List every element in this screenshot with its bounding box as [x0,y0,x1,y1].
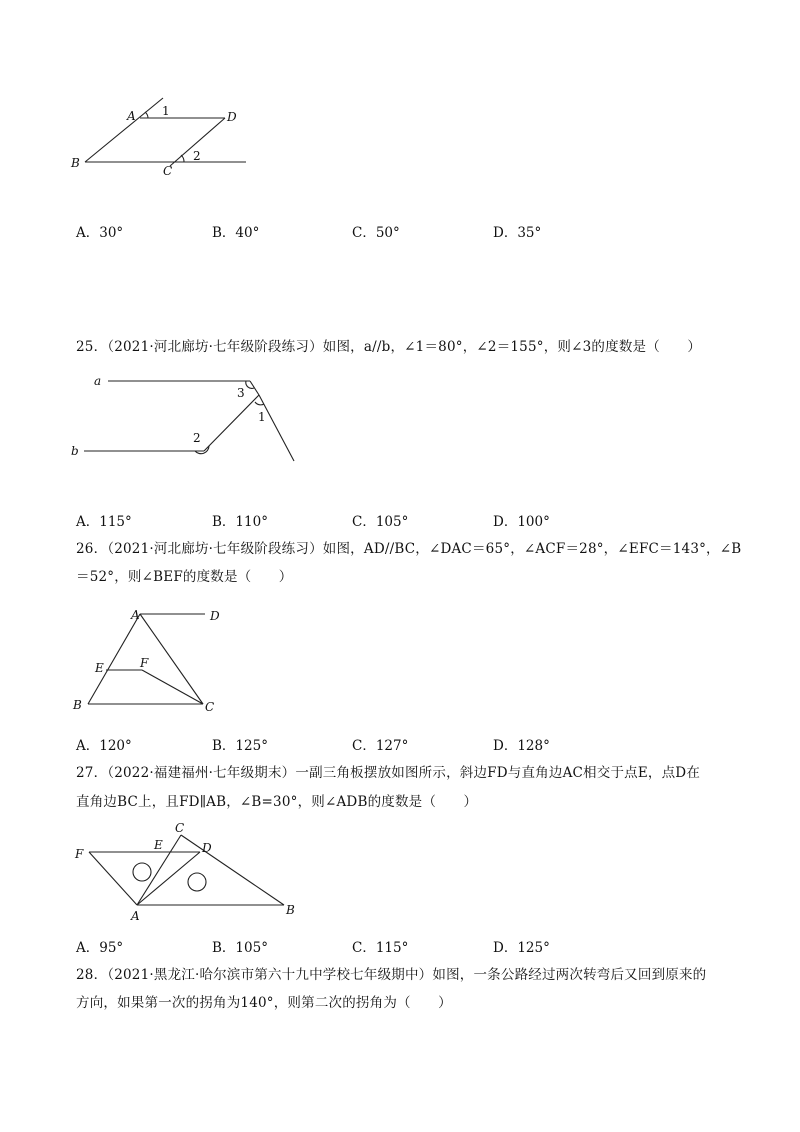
q27-text-line2: 直角边BC上，且FD∥AB，∠B=30°，则∠ADB的度数是（ ） [76,794,478,810]
line-cb [181,835,284,905]
q28-stem-line2 [76,989,452,1017]
q28-stem-line1 [76,961,706,989]
label-angle-2: 2 [193,431,201,445]
q25-option-c[interactable]: C．105° [352,514,409,530]
q26-text-line2: ＝52°，则∠BEF的度数是（ ） [76,569,293,585]
label-c: C [163,164,173,178]
label-angle-1: 1 [162,104,170,118]
q24-option-a[interactable]: A．30° [76,225,124,241]
label-e: E [154,838,163,852]
q25-option-a[interactable]: A．115° [76,514,132,530]
q24-option-b[interactable]: B．40° [212,225,260,241]
label-d: D [202,841,212,855]
q26-option-b[interactable]: B．125° [212,738,268,754]
q26-text-line1: 如图，AD//BC，∠DAC＝65°，∠ACF＝28°，∠EFC＝143°，∠B [322,541,742,557]
q28-number: 28． [76,967,108,983]
q26-option-a[interactable]: A．120° [76,738,132,754]
label-b: b [71,444,79,458]
q24-option-d[interactable]: D．35° [493,225,542,241]
label-angle-3: 3 [237,386,245,400]
label-b: B [286,903,295,917]
label-f: F [140,656,149,670]
q27-source: （2022·福建福州·七年级期末） [107,765,296,781]
label-angle-2: 2 [193,149,201,163]
q26-number: 26． [76,541,108,557]
label-c: C [205,700,215,714]
q26-option-c[interactable]: C．127° [352,738,409,754]
label-b: B [71,156,80,170]
q25-option-d[interactable]: D．100° [493,514,550,530]
q26-source: （2021·河北廊坊·七年级阶段练习） [107,541,323,557]
q26-option-d[interactable]: D．128° [493,738,550,754]
label-d: D [227,110,237,124]
q28-source: （2021·黑龙江·哈尔滨市第六十九中学校七年级期中） [107,967,433,983]
q25-text: 如图，a//b，∠1＝80°，∠2＝155°，则∠3的度数是（ ） [322,339,702,355]
label-a: a [94,374,102,388]
q27-option-b[interactable]: B．105° [212,940,268,956]
label-b: B [73,698,82,712]
q25-source: （2021·河北廊坊·七年级阶段练习） [107,339,323,355]
q25-number: 25． [76,339,108,355]
q27-option-a[interactable]: A．95° [76,940,124,956]
triangle-hole-right [188,873,206,891]
label-c: C [175,821,185,835]
q27-text-line1: 一副三角板摆放如图所示，斜边FD与直角边AC相交于点E，点D在 [295,765,701,781]
q27-number: 27． [76,765,108,781]
triangle-hole-left [133,863,151,881]
q25-option-b[interactable]: B．110° [212,514,268,530]
label-e: E [95,661,104,675]
q24-option-c[interactable]: C．50° [352,225,400,241]
line-ad [137,852,200,905]
q28-text-line1: 如图，一条公路经过两次转弯后又回到原来的 [432,967,707,983]
line-fa [89,852,137,905]
q27-option-c[interactable]: C．115° [352,940,409,956]
label-angle-1: 1 [258,410,266,424]
label-f: F [75,847,84,861]
q27-option-d[interactable]: D．125° [493,940,550,956]
label-a: A [127,109,136,123]
label-d: D [210,609,220,623]
label-a: A [131,608,140,622]
label-a: A [131,909,140,923]
q28-text-line2: 方向，如果第一次的拐角为140°，则第二次的拐角为（ ） [76,995,452,1011]
